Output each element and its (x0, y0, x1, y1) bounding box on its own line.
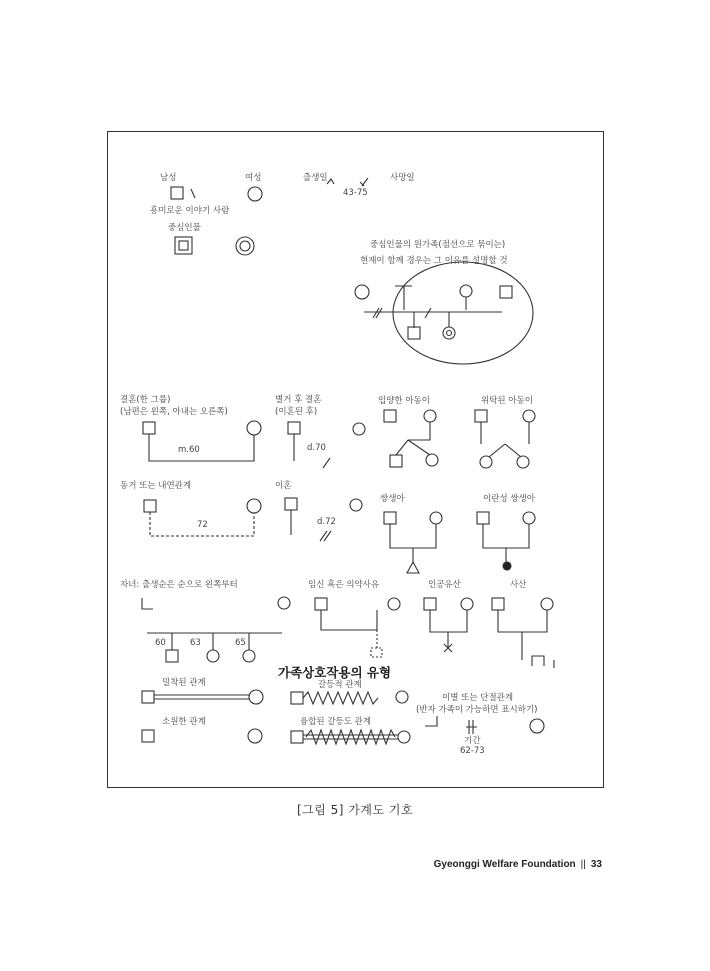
dizygotic-line (483, 524, 529, 562)
label-children-title: 자녀: 출생순은 순으로 왼쪽부터 (120, 580, 238, 590)
label-hostile-relation: 융합된 갈등도 관계 (300, 717, 372, 727)
foster-child-2 (517, 456, 529, 468)
miscarriage-line (430, 610, 467, 648)
adopted-line (396, 422, 430, 455)
household-break-2 (376, 308, 382, 318)
household-member-2 (500, 286, 512, 298)
household-child-index-outer (443, 327, 455, 339)
label-dizygotic: 이란성 쌍생아 (483, 494, 535, 504)
cutoff-marks (466, 720, 477, 734)
separation-slash-2 (324, 531, 331, 541)
twins-triangle (407, 562, 419, 573)
label-pregnancy-title: 임신 혹은 의약사유 (308, 580, 380, 590)
miscarriage-mother (461, 598, 473, 610)
children-mother (278, 597, 290, 609)
household-break-1 (373, 308, 379, 318)
adopted-child-f (426, 454, 438, 466)
label-separation-title: 이혼 (275, 481, 292, 491)
label-cutoff-date-value: 62-73 (460, 746, 485, 756)
label-divorce-date: d.70 (307, 443, 326, 453)
divorce-husband (288, 422, 300, 434)
adopted-child-m (390, 455, 402, 467)
foster-parent (475, 410, 487, 422)
label-divorce-title-2: (이혼된 후) (275, 407, 318, 417)
miscarriage-father (424, 598, 436, 610)
label-stillbirth-title: 사산 (510, 580, 527, 590)
label-child-age-1: 60 (155, 638, 166, 648)
separation-male (285, 498, 297, 510)
label-adopted-title: 입양한 아동이 (378, 396, 430, 406)
dizygotic-child (503, 562, 511, 570)
index-female-inner (240, 241, 250, 251)
foster-line (481, 422, 529, 457)
cutoff-male (425, 716, 437, 726)
household-child-male (408, 327, 420, 339)
female-symbol (248, 187, 262, 201)
divorce-wife (353, 423, 365, 435)
hostile-female (398, 731, 410, 743)
hostile-zigzag (306, 730, 395, 744)
index-female-outer (236, 237, 254, 255)
label-close-relation: 밀착된 관계 (162, 678, 206, 688)
household-child-index-inner (447, 331, 452, 336)
label-index-person: 중심인물 (168, 223, 201, 233)
page-number: 33 (590, 859, 602, 870)
birth-symbol (327, 179, 334, 184)
stillbirth-line (498, 610, 547, 660)
marriage-husband (143, 422, 155, 434)
cohabit-female (247, 499, 261, 513)
divorce-slash (323, 458, 330, 468)
estranged-female (248, 729, 262, 743)
label-divorce-title-1: 별거 후 결혼 (275, 395, 322, 405)
cohabit-male (144, 500, 156, 512)
stillbirth-mother (541, 598, 553, 610)
children-son (166, 650, 178, 662)
death-symbol (360, 178, 368, 186)
twins-line (390, 524, 436, 562)
label-cutoff-title: 이별 또는 단절관계 (442, 693, 514, 703)
close-male (142, 691, 154, 703)
adopted-parent-f (424, 410, 436, 422)
label-cutoff-date-label: 기간 (464, 736, 481, 746)
index-male-outer (175, 237, 192, 254)
pregnancy-fetus (371, 648, 382, 657)
pregnancy-father (315, 598, 327, 610)
label-male: 남성 (160, 173, 177, 183)
household-break-3 (425, 308, 431, 318)
dizygotic-mother (523, 512, 535, 524)
conflict-female (396, 691, 408, 703)
index-male-inner (179, 241, 188, 250)
conflict-zigzag (303, 692, 378, 704)
label-miscarriage-title: 인공유산 (428, 580, 461, 590)
label-separation-date: d.72 (317, 517, 336, 527)
children-daughter-2 (243, 650, 255, 662)
male-symbol (171, 187, 183, 199)
label-birth-date: 출생일 (303, 173, 328, 183)
label-cutoff-note: (반자 가족이 가능하면 표시하기) (416, 705, 538, 715)
label-marriage-title-2: (남편은 왼쪽, 아내는 오른쪽) (120, 407, 228, 417)
label-foster-title: 위탁된 아동이 (481, 396, 533, 406)
page-footer (434, 859, 602, 870)
label-household-note: 현재이 함께 경우는 그 이유를 설명할 것 (360, 256, 508, 266)
label-death-date: 사망일 (390, 173, 415, 183)
estranged-male (142, 730, 154, 742)
label-child-age-2: 63 (190, 638, 201, 648)
pregnancy-mother (388, 598, 400, 610)
close-female (249, 690, 263, 704)
twins-mother (430, 512, 442, 524)
label-twins: 쌍생아 (380, 494, 405, 504)
twins-father (384, 512, 396, 524)
label-estranged-relation: 소원한 관계 (162, 717, 206, 727)
label-cohabit-title: 동거 또는 내연관계 (120, 481, 192, 491)
cutoff-female (530, 719, 544, 733)
separation-slash-1 (320, 531, 327, 541)
household-member-1 (460, 285, 472, 297)
marriage-wife (247, 421, 261, 435)
stillbirth-father (492, 598, 504, 610)
footer-organization: Gyeonggi Welfare Foundation (433, 859, 576, 870)
male-symbol-tick (191, 189, 195, 198)
footer-separator: || (580, 859, 586, 870)
label-household-title: 중심인물의 원가족(점선으로 묶이는) (370, 240, 506, 250)
label-cohabit-date: 72 (197, 520, 208, 530)
conflict-male (291, 692, 303, 704)
stillbirth-child (532, 656, 554, 668)
children-daughter-1 (207, 650, 219, 662)
figure-caption: [그림 5] 가계도 기호 (296, 803, 414, 817)
label-child-age-3: 65 (235, 638, 246, 648)
dizygotic-father (477, 512, 489, 524)
children-father (142, 598, 153, 609)
hostile-male (291, 731, 303, 743)
label-birth-date-value: 43-75 (343, 188, 368, 198)
foster-parent-f (523, 410, 535, 422)
household-grandmother (355, 285, 369, 299)
separation-female (350, 499, 362, 511)
label-person-of-interest: 흥미로운 이야기 사람 (150, 206, 230, 216)
adopted-parent (384, 410, 396, 422)
marriage-line (149, 434, 254, 461)
pregnancy-line (321, 610, 377, 630)
foster-child-1 (480, 456, 492, 468)
label-conflict-relation: 갈등적 관계 (318, 680, 362, 690)
label-female: 여성 (245, 173, 262, 183)
label-marriage-title-1: 결혼(한 그룹) (120, 395, 171, 405)
interaction-heading: 가족상호작용의 유형 (278, 665, 392, 680)
label-marriage-date: m.60 (178, 445, 200, 455)
